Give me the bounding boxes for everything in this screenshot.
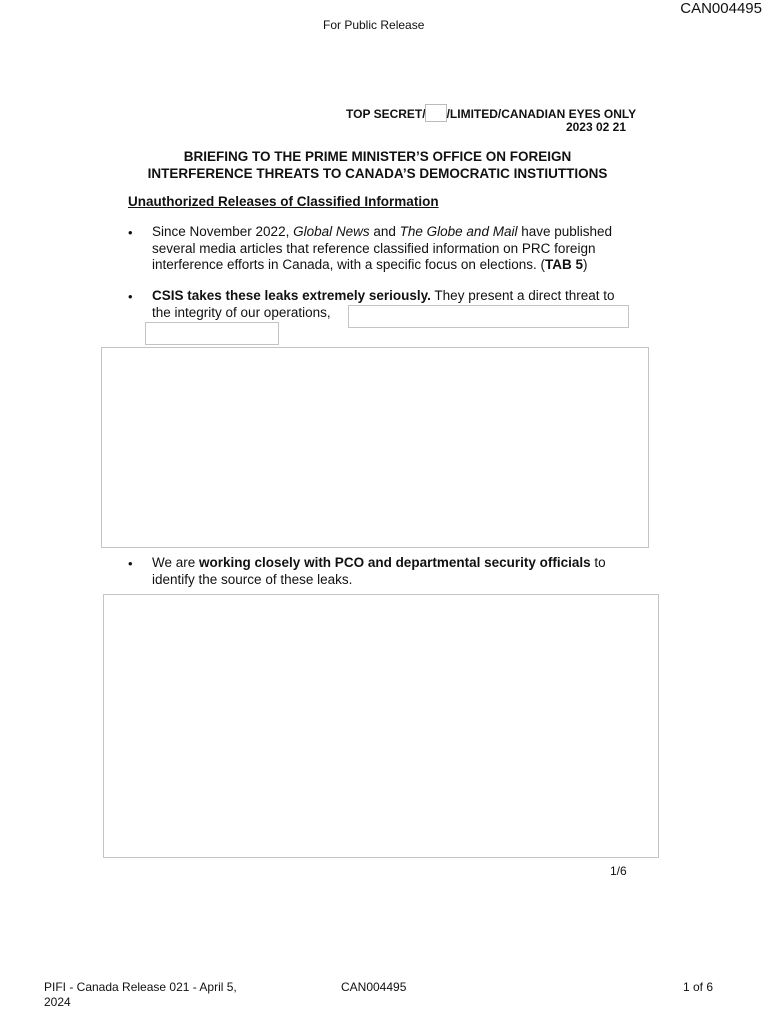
redaction-box — [101, 347, 649, 548]
classification-prefix: TOP SECRET/ — [346, 107, 426, 121]
bullet-1-text — [152, 224, 630, 274]
bullet-1-publication-2: The Globe and Mail — [399, 224, 518, 239]
footer-page-count: 1 of 6 — [683, 980, 714, 994]
bullet-1-span: ) — [582, 257, 588, 272]
bullet-1-span: Since November 2022, — [152, 224, 294, 239]
bullet-2-bold: CSIS takes these leaks extremely seriously. — [152, 288, 431, 303]
document-id-top: CAN004495 — [680, 0, 762, 17]
bullet-3-bold: working closely with PCO and departmental security officials — [199, 555, 591, 570]
title-line-2: INTERFERENCE THREATS TO CANADA’S DEMOCRATIC INSTIUTTIONS — [147, 166, 608, 181]
bullet-marker: • — [128, 225, 133, 240]
bullet-1-span: and — [369, 224, 400, 239]
bullet-marker: • — [128, 289, 133, 304]
redaction-box — [145, 322, 279, 345]
title-line-1: BRIEFING TO THE PRIME MINISTER’S OFFICE ON FOREIGN — [183, 149, 572, 164]
redaction-box — [103, 594, 659, 858]
bullet-1-tab-ref: TAB 5 — [544, 257, 583, 272]
classification-redaction — [425, 104, 447, 122]
footer-doc-id: CAN004495 — [341, 980, 407, 994]
bullet-1-publication-1: Global News — [293, 224, 370, 239]
bullet-2-span: They present a direct threat to the integrity of our operations, — [152, 288, 615, 320]
bullet-1-span: have published several media articles that reference classified information on PRC foreign interference efforts in Canada, with a specific focus on elections. ( — [152, 224, 613, 272]
redaction-box — [348, 305, 629, 328]
document-title — [120, 148, 635, 182]
bullet-3-span: We are — [152, 555, 200, 570]
classification-suffix: /LIMITED/CANADIAN EYES ONLY — [446, 107, 637, 121]
section-heading: Unauthorized Releases of Classified Information — [128, 194, 439, 209]
bullet-marker: • — [128, 556, 133, 571]
footer-release-info: PIFI - Canada Release 021 - April 5, 2024 — [44, 980, 237, 1009]
document-date: 2023 02 21 — [565, 120, 626, 134]
release-label: For Public Release — [323, 18, 425, 32]
bullet-3-span: to identify the source of these leaks. — [152, 555, 606, 587]
bullet-3-text — [152, 555, 630, 588]
page-number: 1/6 — [610, 864, 627, 878]
